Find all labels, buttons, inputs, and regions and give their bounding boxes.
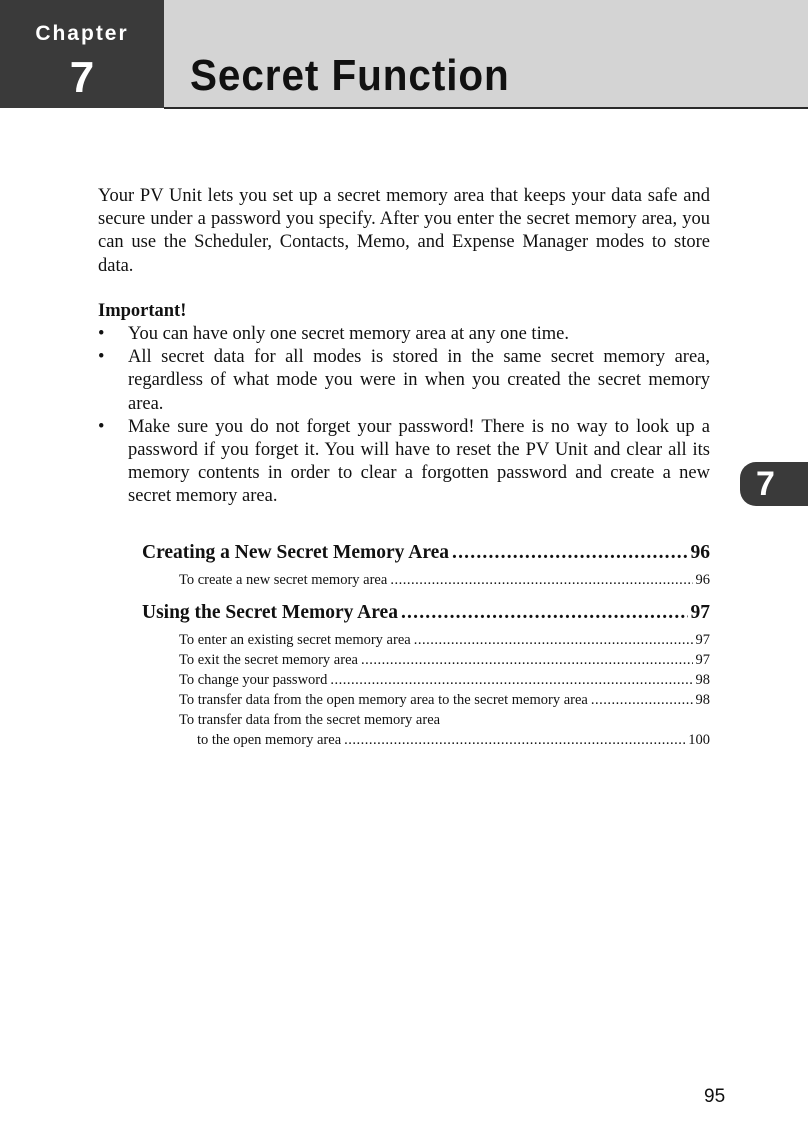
chapter-label: Chapter	[35, 22, 129, 45]
toc-entry[interactable]	[142, 630, 710, 650]
toc-entry[interactable]	[142, 670, 710, 690]
toc-entry-text: To transfer data from the open memory area to the secret memory area	[179, 692, 588, 708]
toc-page-number: 98	[695, 672, 710, 688]
toc-entry[interactable]	[142, 690, 710, 710]
toc-leader	[401, 601, 688, 625]
toc-entry-text: To transfer data from the secret memory area	[179, 712, 441, 728]
toc-leader	[452, 541, 687, 565]
toc-leader	[591, 690, 693, 710]
toc-entry-text: To create a new secret memory area	[179, 572, 388, 588]
chapter-side-tab: 7	[740, 462, 808, 506]
list-item	[98, 346, 710, 416]
toc-section-title: Creating a New Secret Memory Area	[142, 542, 450, 563]
toc-leader	[361, 650, 693, 670]
body-content	[98, 185, 710, 509]
chapter-toc	[142, 541, 710, 750]
toc-leader	[414, 630, 693, 650]
toc-entry-text: to the open memory area	[197, 732, 342, 748]
bullet-icon: •	[98, 324, 105, 345]
toc-section-title: Using the Secret Memory Area	[142, 602, 398, 623]
toc-leader	[330, 670, 692, 690]
toc-page-number: 96	[695, 572, 710, 588]
toc-page-number: 98	[695, 692, 710, 708]
toc-entry-wrapped-line2[interactable]	[142, 730, 710, 750]
chapter-number: 7	[69, 53, 95, 102]
intro-paragraph: Your PV Unit lets you set up a secret memory area that keeps your data safe and secure under a password you specify. After you enter the secret memory area, you can use the Scheduler, Contacts, Memo, and Expense Manager modes to store data.	[98, 186, 710, 276]
important-list	[98, 323, 710, 509]
toc-entry-text: To change your password	[179, 672, 328, 688]
toc-section-creating[interactable]	[142, 541, 710, 565]
toc-entry[interactable]	[142, 650, 710, 670]
list-item	[98, 416, 710, 509]
page-title: Secret Function	[190, 51, 510, 100]
chapter-badge	[0, 0, 164, 108]
list-item-text: Make sure you do not forget your password! There is no way to look up a password if you forget it. You will have to reset the PV Unit and clear all its memory contents in order to clear a forgotten password and create a new secret memory area.	[128, 416, 710, 507]
toc-section-using[interactable]	[142, 601, 710, 625]
important-heading: Important!	[98, 300, 187, 321]
toc-page-number: 96	[690, 542, 710, 563]
list-item-text: You can have only one secret memory area at any one time.	[128, 324, 569, 345]
toc-page-number: 97	[695, 652, 710, 668]
toc-entry[interactable]	[142, 570, 710, 590]
toc-page-number: 97	[690, 602, 710, 623]
toc-entry-wrapped-line1[interactable]	[142, 710, 710, 730]
title-band	[164, 0, 808, 109]
bullet-icon: •	[98, 347, 105, 368]
list-item-text: All secret data for all modes is stored in the same secret memory area, regardless of what mode you were in when you created the secret memory area.	[128, 347, 710, 414]
toc-page-number: 100	[688, 732, 710, 748]
list-item	[98, 323, 710, 346]
toc-page-number: 97	[695, 632, 710, 648]
toc-entry-text: To enter an existing secret memory area	[179, 632, 411, 648]
toc-entry-text: To exit the secret memory area	[179, 652, 358, 668]
bullet-icon: •	[98, 416, 105, 437]
toc-leader	[344, 730, 685, 750]
toc-leader	[390, 570, 692, 590]
page-number: 95	[704, 1086, 726, 1107]
